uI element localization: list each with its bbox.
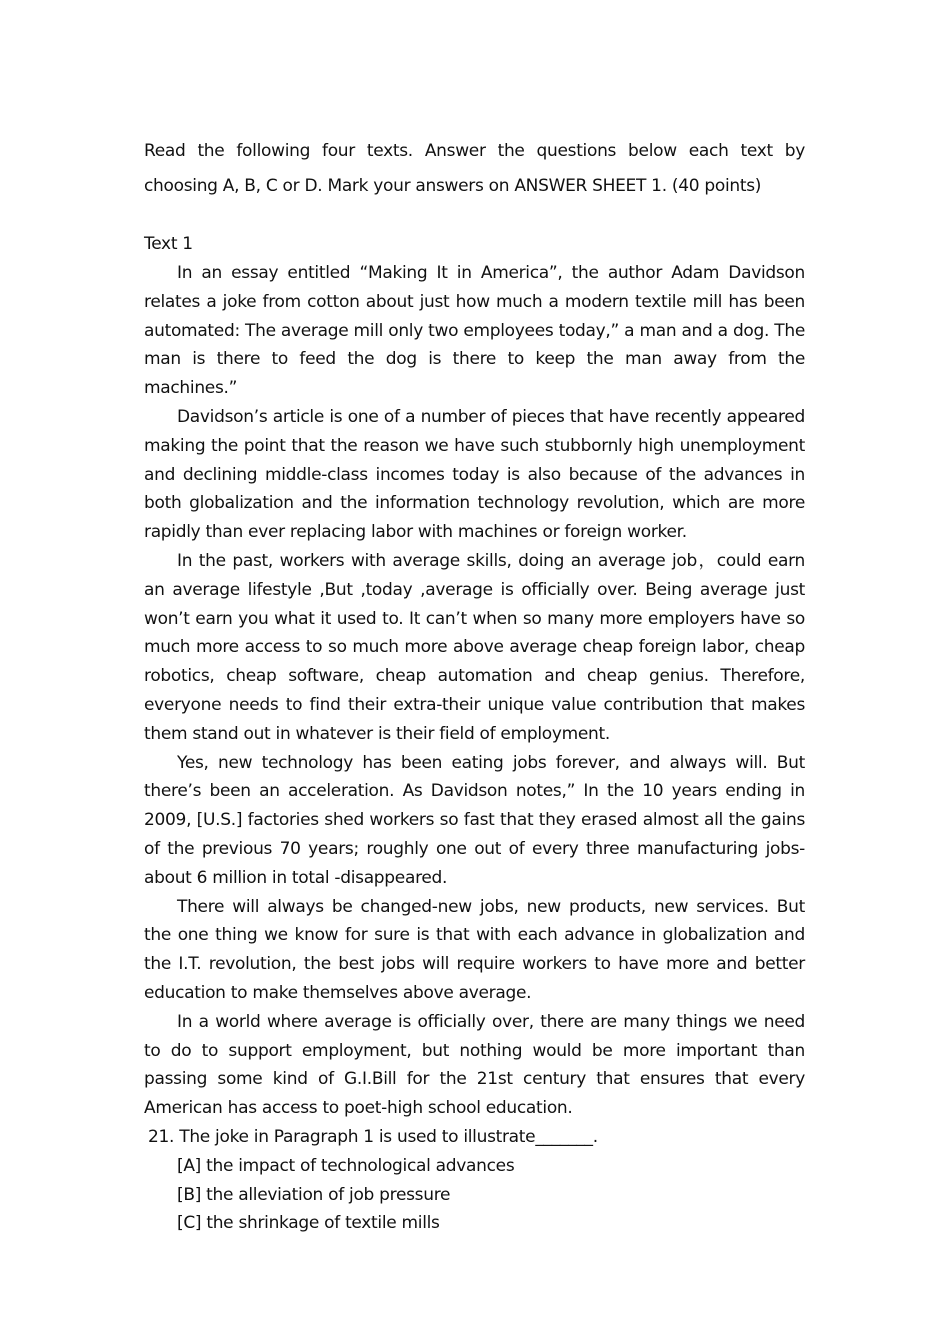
question-stem: 21. The joke in Paragraph 1 is used to illustrate_______. — [148, 1126, 598, 1147]
document-page — [144, 134, 805, 1238]
answer-option-b: [B] the alleviation of job pressure — [177, 1184, 451, 1205]
text-body — [144, 259, 805, 1123]
question-21 — [144, 1123, 805, 1238]
paragraph: In a world where average is officially over, there are many things we need to do to support employment, but nothing would be more important than passing some kind of G.I.Bill for the 21st century that ensures that every American has access to poet-high school education. — [144, 1011, 805, 1119]
paragraph: In an essay entitled “Making It in America”, the author Adam Davidson relates a joke from cotton about just how much a modern textile mill has been automated: The average mill only two employees today,” a man and a dog. The man is there to feed the dog is there to keep the man away from the machines.” — [144, 263, 805, 399]
paragraph: Davidson’s article is one of a number of pieces that have recently appeared making the point that the reason we have such stubbornly high unemployment and declining middle-class incomes today is also because of the advances in both globalization and the information technology revolution, which are more rapidly than ever replacing labor with machines or foreign worker. — [144, 406, 805, 543]
instructions: Read the following four texts. Answer the questions below each text by choosing A, B, C or D. Mark your answers on ANSWER SHEET 1. (40 points) — [144, 141, 805, 196]
answer-options — [144, 1152, 805, 1238]
paragraph: In the past, workers with average skills, doing an average job，could earn an average lifestyle ,But ,today ,average is officially over. Being average just won’t earn you what it used to. It can’t when so many more employers have so much more access to so much more above average cheap foreign labor, cheap robotics, cheap software, cheap automation and cheap genius. Therefore, everyone needs to find their extra-their unique value contribution that makes them stand out in whatever is their field of employment. — [144, 550, 805, 744]
text-heading: Text 1 — [144, 234, 193, 254]
paragraph: Yes, new technology has been eating jobs forever, and always will. But there’s been an acceleration. As Davidson notes,” In the 10 years ending in 2009, [U.S.] factories shed workers so fast that they erased almost all the gains of the previous 70 years; roughly one out of every three manufacturing jobs-about 6 million in total -disappeared. — [144, 752, 805, 888]
paragraph: There will always be changed-new jobs, new products, new services. But the one thing we know for sure is that with each advance in globalization and the I.T. revolution, the best jobs will require workers to have more and better education to make themselves above average. — [144, 896, 805, 1003]
answer-option-a: [A] the impact of technological advances — [177, 1155, 515, 1176]
answer-option-c: [C] the shrinkage of textile mills — [177, 1213, 440, 1234]
